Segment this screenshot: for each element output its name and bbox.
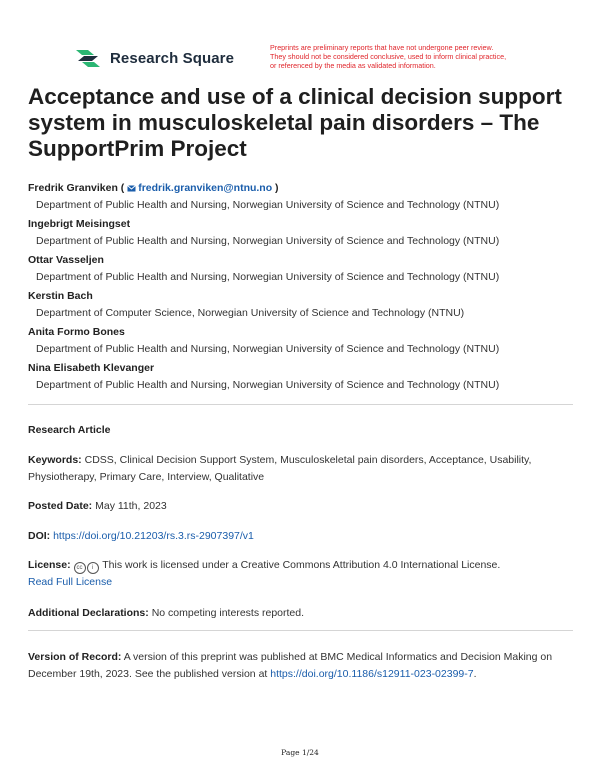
keywords-label: Keywords:	[28, 454, 82, 466]
disclaimer-line: They should not be considered conclusive, used to inform clinical practice,	[270, 52, 507, 61]
license-label: License:	[28, 559, 71, 571]
doi	[28, 528, 573, 545]
article-type: Research Article	[28, 424, 111, 436]
preprint-disclaimer	[270, 43, 540, 70]
record-doi-link[interactable]: https://doi.org/10.1186/s12911-023-02399-7	[270, 668, 474, 680]
keywords	[28, 452, 573, 486]
declarations-value: No competing interests reported.	[151, 607, 305, 619]
doi-link[interactable]: https://doi.org/10.21203/rs.3.rs-2907397/v1	[53, 530, 254, 542]
additional-declarations	[28, 605, 573, 622]
keywords-value: CDSS, Clinical Decision Support System, Musculoskeletal pain disorders, Acceptance, Usability, Physiotherapy, Primary Care, Interview, Qualitative	[28, 454, 532, 483]
author-entry	[28, 324, 576, 360]
author-affiliation: Department of Public Health and Nursing, Norwegian University of Science and Technology (NTNU)	[36, 343, 500, 355]
author-entry: Fredrik Granviken ( fredrik.granviken@ntnu.no ) Department of Public Health and Nursing, Norwegian University of Science and Technology (NTNU)	[28, 180, 576, 216]
posted-date-label: Posted Date:	[28, 500, 93, 512]
author-affiliation: Department of Public Health and Nursing, Norwegian University of Science and Technology (NTNU)	[36, 199, 500, 211]
author-affiliation: Department of Public Health and Nursing, Norwegian University of Science and Technology (NTNU)	[36, 379, 500, 391]
posted-date	[28, 498, 573, 515]
doi-label: DOI:	[28, 530, 51, 542]
divider	[28, 630, 573, 631]
author-email-link[interactable]: fredrik.granviken@ntnu.no	[138, 182, 273, 194]
paper-title: Acceptance and use of a clinical decision support system in musculoskeletal pain disorders – The SupportPrim Project	[28, 84, 562, 161]
author-name: Fredrik Granviken	[28, 182, 118, 194]
read-full-license-link[interactable]: Read Full License	[28, 576, 113, 588]
record-label: Version of Record:	[28, 651, 122, 663]
author-name: Kerstin Bach	[28, 290, 93, 302]
attribution-icon: i	[87, 562, 99, 574]
email-icon	[127, 185, 136, 192]
author-name: Ottar Vasseljen	[28, 254, 104, 266]
research-square-logo-icon	[74, 46, 104, 70]
license	[28, 557, 573, 591]
author-name: Nina Elisabeth Klevanger	[28, 362, 155, 374]
posted-date-value: May 11th, 2023	[95, 500, 167, 512]
author-entry	[28, 252, 576, 288]
author-entry	[28, 216, 576, 252]
author-name: Ingebrigt Meisingset	[28, 218, 131, 230]
disclaimer-line: or referenced by the media as validated information.	[270, 61, 436, 70]
author-entry	[28, 288, 576, 324]
author-affiliation: Department of Public Health and Nursing, Norwegian University of Science and Technology (NTNU)	[36, 235, 500, 247]
author-affiliation: Department of Public Health and Nursing, Norwegian University of Science and Technology (NTNU)	[36, 271, 500, 283]
author-name: Anita Formo Bones	[28, 326, 125, 338]
record-text: A version of this preprint was published at BMC Medical Informatics and Decision Making on December 19th, 2023. See the published version at	[28, 651, 553, 680]
disclaimer-line: Preprints are preliminary reports that have not undergone peer review.	[270, 43, 494, 52]
version-of-record: Version of Record: A version of this preprint was published at BMC Medical Informatics and Decision Making on December 19th, 2023. See the published version at https://doi.org/10.1186/s12911-023-02399-7.	[28, 651, 553, 680]
research-square-logo[interactable]	[74, 46, 234, 70]
license-text: This work is licensed under a Creative Commons Attribution 4.0 International License.	[102, 559, 501, 571]
creative-commons-icon: cc	[74, 562, 86, 574]
declarations-label: Additional Declarations:	[28, 607, 149, 619]
author-entry	[28, 360, 576, 396]
page-number: Page 1/24	[281, 748, 319, 757]
author-affiliation: Department of Computer Science, Norwegian University of Science and Technology (NTNU)	[36, 307, 465, 319]
divider	[28, 404, 573, 405]
brand-name: Research Square	[110, 49, 235, 67]
author-list	[28, 180, 576, 396]
